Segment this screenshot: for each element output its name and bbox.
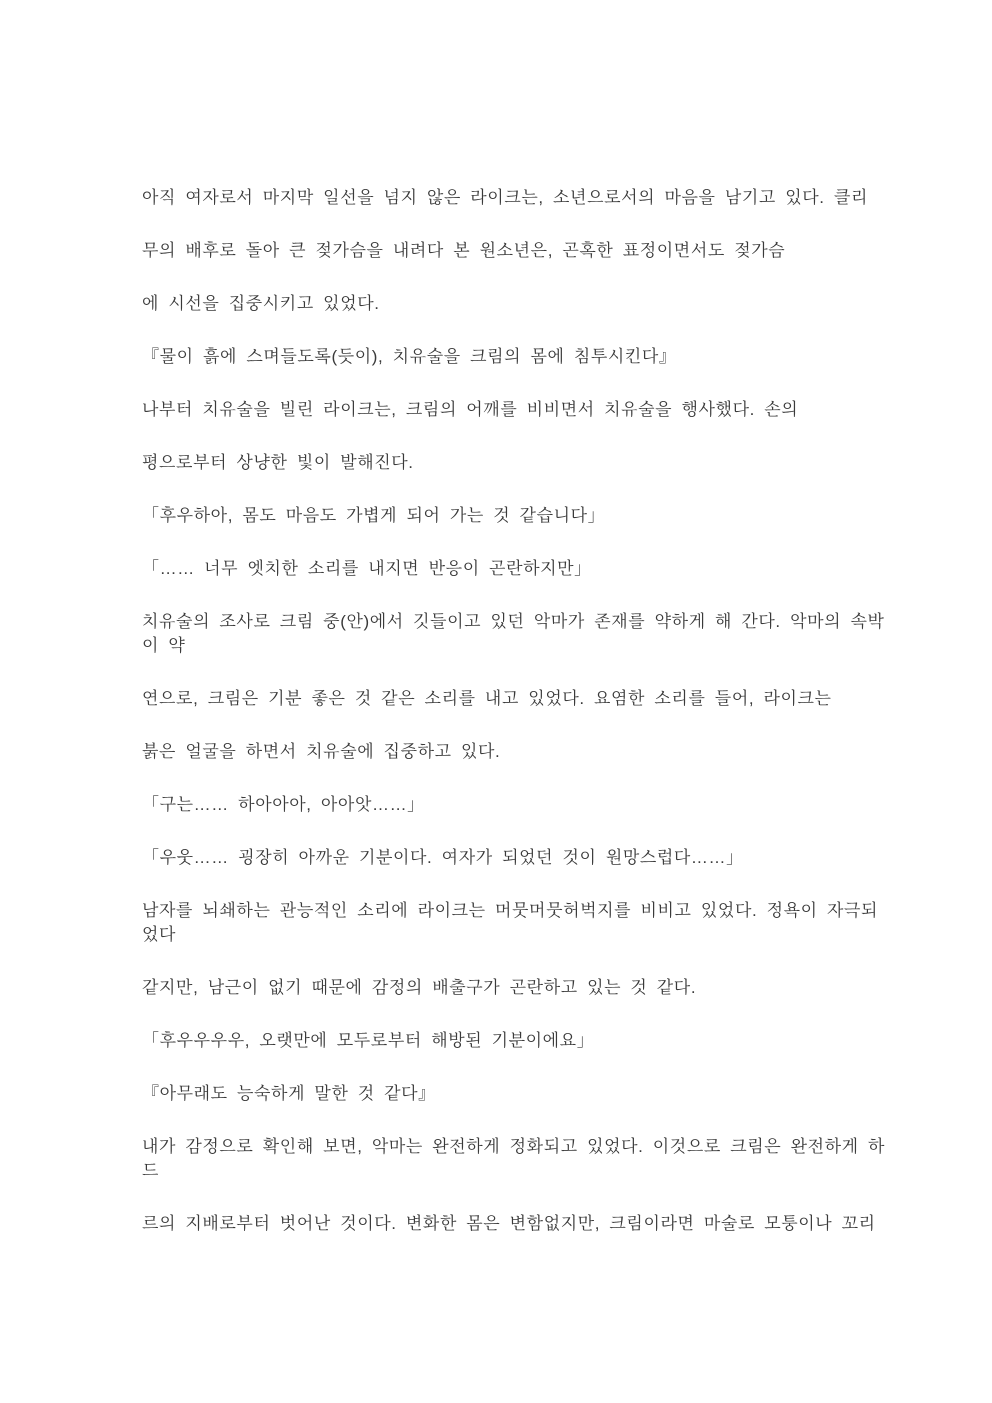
text-line: 「후우우우우, 오랫만에 모두로부터 해방된 기분이에요」	[142, 1031, 595, 1050]
text-line: 붉은 얼굴을 하면서 치유술에 집중하고 있다.	[142, 742, 501, 761]
paragraph	[142, 899, 902, 947]
paragraph	[142, 504, 902, 528]
text-line: 「후우하아, 몸도 마음도 가볍게 되어 가는 것 같습니다」	[142, 506, 606, 525]
text-line: 아직 여자로서 마지막 일선을 넘지 않은 라이크는, 소년으로서의 마음을 남기고 있다. 클리	[142, 188, 868, 207]
paragraph	[142, 610, 902, 658]
text-line: 「우웃…… 굉장히 아까운 기분이다. 여자가 되었던 것이 원망스럽다……」	[142, 848, 744, 867]
paragraph	[142, 451, 902, 475]
text-line: 남자를 뇌쇄하는 관능적인 소리에 라이크는 머뭇머뭇허벅지를 비비고 있었다. 정욕이 자극되	[142, 901, 879, 920]
paragraph	[142, 793, 902, 817]
text-line: 같지만, 남근이 없기 때문에 감정의 배출구가 곤란하고 있는 것 같다.	[142, 978, 697, 997]
paragraph	[142, 740, 902, 764]
paragraph	[142, 687, 902, 711]
text-line: 「구는…… 하아아아, 아아앗……」	[142, 795, 425, 814]
text-line: 「…… 너무 엣치한 소리를 내지면 반응이 곤란하지만」	[142, 559, 592, 578]
text-line: 드	[142, 1161, 160, 1180]
text-line: 『물이 흙에 스며들도록(듯이), 치유술을 크림의 몸에 침투시킨다』	[142, 347, 677, 366]
text-line: 내가 감정으로 확인해 보면, 악마는 완전하게 정화되고 있었다. 이것으로 크림은 완전하게 하	[142, 1137, 886, 1156]
paragraph	[142, 1135, 902, 1183]
text-line: 『아무래도 능숙하게 말한 것 같다』	[142, 1084, 436, 1103]
paragraph	[142, 239, 902, 263]
paragraph	[142, 186, 902, 210]
text-line: 었다	[142, 925, 177, 944]
text-line: 평으로부터 상냥한 빛이 발해진다.	[142, 453, 414, 472]
text-line: 이 약	[142, 636, 186, 655]
text-line: 나부터 치유술을 빌린 라이크는, 크림의 어깨를 비비면서 치유술을 행사했다. 손의	[142, 400, 799, 419]
paragraph	[142, 1029, 902, 1053]
paragraph	[142, 976, 902, 1000]
paragraph	[142, 846, 902, 870]
paragraph	[142, 557, 902, 581]
paragraph	[142, 1082, 902, 1106]
text-line: 치유술의 조사로 크림 중(안)에서 깃들이고 있던 악마가 존재를 약하게 해 간다. 악마의 속박	[142, 612, 885, 631]
text-line: 르의 지배로부터 벗어난 것이다. 변화한 몸은 변함없지만, 크림이라면 마술로 모퉁이나 꼬리	[142, 1214, 876, 1233]
paragraph	[142, 292, 902, 316]
text-content	[142, 186, 902, 1265]
text-line: 무의 배후로 돌아 큰 젖가슴을 내려다 본 원소년은, 곤혹한 표정이면서도 젖가슴	[142, 241, 786, 260]
text-line: 연으로, 크림은 기분 좋은 것 같은 소리를 내고 있었다. 요염한 소리를 들어, 라이크는	[142, 689, 832, 708]
paragraph	[142, 345, 902, 369]
paragraph	[142, 398, 902, 422]
paragraph	[142, 1212, 902, 1236]
text-line: 에 시선을 집중시키고 있었다.	[142, 294, 380, 313]
